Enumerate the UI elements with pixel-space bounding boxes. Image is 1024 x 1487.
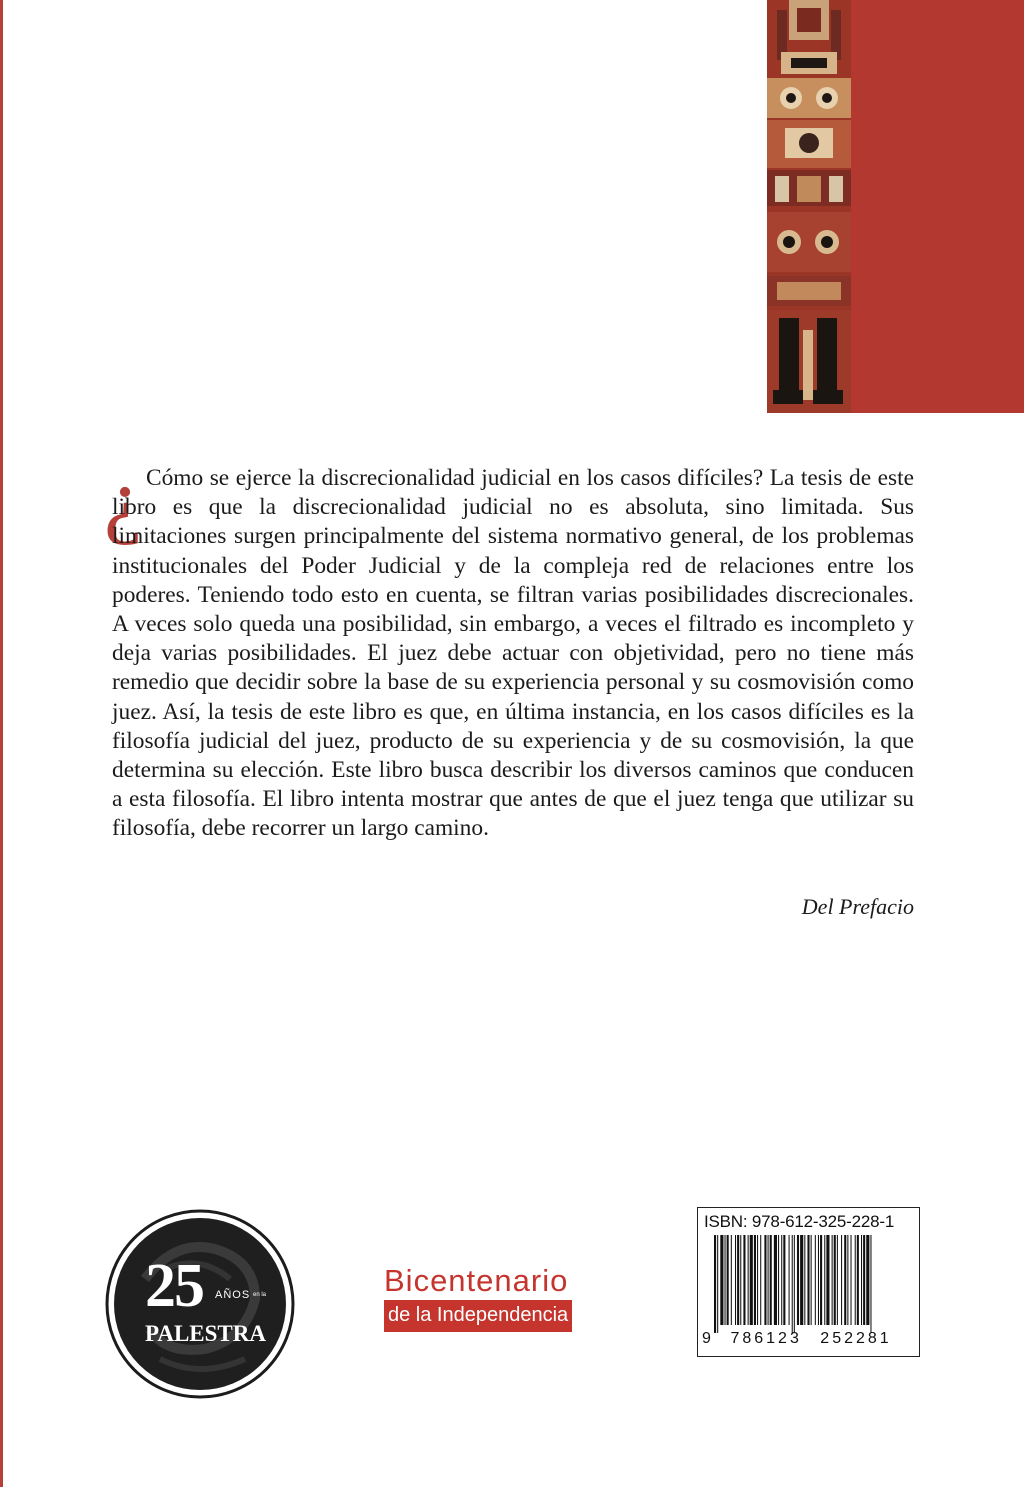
barcode-bar — [714, 1235, 716, 1333]
barcode-bars — [704, 1235, 912, 1333]
seal-connector-label: en la — [253, 1292, 267, 1298]
barcode-bar — [774, 1235, 777, 1325]
back-cover-paragraph: Cómo se ejerce la discrecionalidad judicial en los casos difíciles? La tesis de este libro es que la discrecionalidad judicial no es absoluta, sino limitada. Sus limitaciones surgen principalmente del sistema normativo general, de los problemas institucionales del Poder Judicial y de la compleja red de relaciones entre los poderes. Teniendo todo esto en cuenta, se filtran varias posibilidades discrecionales. A veces solo queda una posibilidad, sin embargo, a veces el filtrado es incompleto y deja varias posibilidades. El juez debe actuar con objetividad, pero no tiene más remedio que decidir sobre la base de su experiencia personal y su cosmovisión como juez. Así, la tesis de este libro es que, en última instancia, en los casos difíciles es la filosofía judicial del juez, producto de su experiencia y de su cosmovisión, la que determina su elección. Este libro busca describir los diversos caminos que conducen a esta filosofía. El libro intenta mostrar que antes de que el juez tenga que utilizar su filosofía, debe recorrer un largo camino. — [112, 465, 914, 842]
barcode-bar — [851, 1235, 852, 1325]
opening-question-mark: ¿ — [104, 450, 143, 546]
barcode-bar — [811, 1235, 812, 1325]
barcode-digit-group-2: 252281 — [820, 1330, 892, 1347]
textile-artwork-graphic — [767, 0, 851, 413]
bicentenario-subtitle: de la Independencia — [384, 1300, 572, 1332]
seal-brand: PALESTRA — [145, 1321, 266, 1346]
isbn-label: ISBN: 978-612-325-228-1 — [704, 1212, 895, 1231]
barcode-bar — [740, 1235, 741, 1325]
barcode-bar — [720, 1235, 723, 1325]
barcode-bar — [797, 1235, 799, 1325]
bicentenario-title: Bicentenario — [384, 1263, 569, 1298]
barcode-bar — [760, 1235, 761, 1325]
barcode-bar — [743, 1235, 745, 1325]
palestra-25-seal — [105, 1209, 295, 1399]
barcode-bar — [789, 1235, 790, 1325]
barcode-bar — [792, 1235, 793, 1333]
barcode-bar — [804, 1235, 805, 1325]
barcode-digits — [702, 1330, 892, 1348]
barcode-bar — [824, 1235, 825, 1325]
barcode-bar — [757, 1235, 758, 1325]
left-border-rule — [0, 0, 3, 1487]
seal-number: 25 — [145, 1252, 203, 1320]
barcode-bar — [800, 1235, 803, 1325]
barcode-bar — [870, 1235, 871, 1333]
barcode-bar — [778, 1235, 779, 1325]
barcode-digit-lead: 9 — [702, 1330, 711, 1347]
seal-years-label: AÑOS — [215, 1289, 251, 1301]
barcode-bar — [748, 1235, 749, 1325]
barcode-bar — [754, 1235, 756, 1325]
bicentenario-logo — [384, 1265, 614, 1332]
barcode-bar — [866, 1235, 869, 1325]
barcode-digit-group-1: 786123 — [730, 1330, 802, 1347]
barcode-bar — [815, 1235, 816, 1325]
barcode-bar — [794, 1235, 795, 1333]
barcode-bar — [863, 1235, 865, 1325]
barcode-bar — [725, 1235, 726, 1325]
barcode-bar — [837, 1235, 838, 1325]
barcode-bar — [781, 1235, 782, 1325]
barcode-bar — [857, 1235, 859, 1325]
barcode-bar — [844, 1235, 846, 1325]
barcode-bar — [861, 1235, 862, 1325]
red-color-block — [851, 0, 1024, 413]
barcode-bar — [768, 1235, 769, 1325]
isbn-barcode-box — [697, 1207, 920, 1357]
barcode-bar — [807, 1235, 809, 1325]
barcode-bar — [764, 1235, 766, 1325]
barcode-bar — [826, 1235, 829, 1325]
barcode-bar — [750, 1235, 753, 1325]
barcode-bar — [717, 1235, 718, 1333]
barcode-bar — [818, 1235, 819, 1325]
barcode-bar — [847, 1235, 848, 1325]
barcode-bar — [820, 1235, 822, 1325]
barcode-bar — [783, 1235, 785, 1325]
barcode-bar — [832, 1235, 833, 1325]
barcode-bar — [841, 1235, 842, 1325]
barcode-bar — [737, 1235, 739, 1325]
barcode-bar — [855, 1235, 856, 1325]
barcode-bar — [834, 1235, 836, 1325]
barcode-bar — [735, 1235, 736, 1325]
textile-artwork — [767, 0, 851, 413]
barcode-bar — [731, 1235, 732, 1325]
barcode-bar — [727, 1235, 729, 1325]
signature-del-prefacio: Del Prefacio — [801, 894, 914, 919]
barcode-bar — [770, 1235, 772, 1325]
